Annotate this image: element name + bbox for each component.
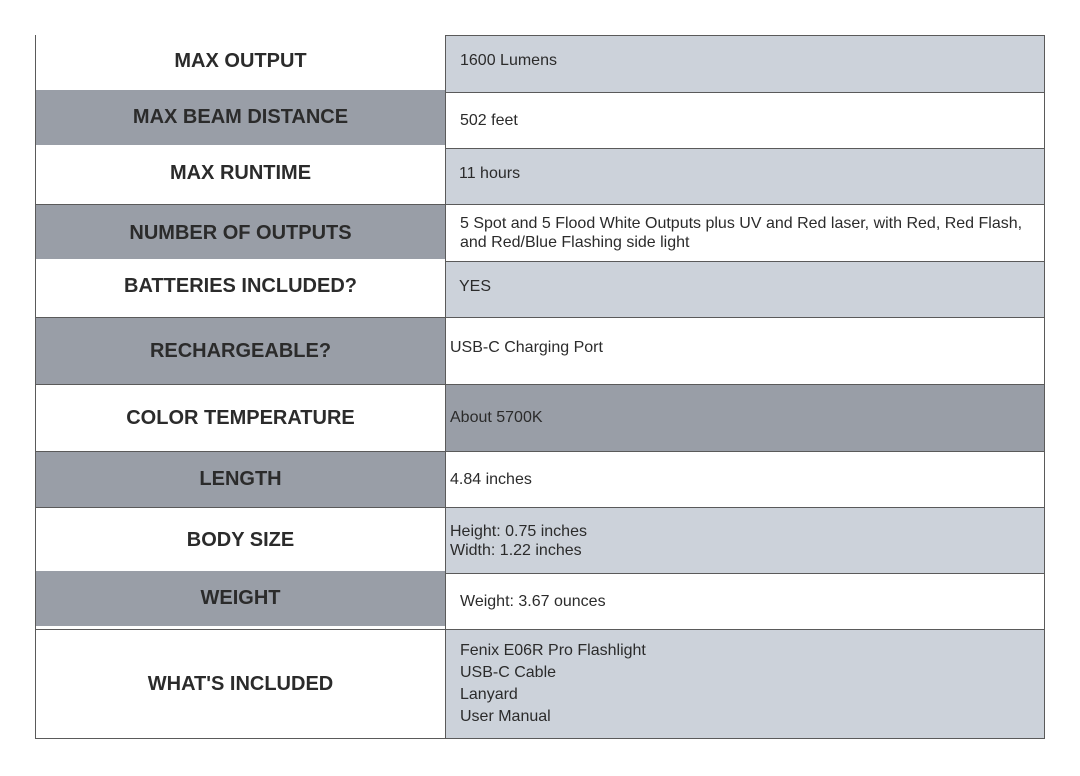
spec-row-length <box>36 452 1045 508</box>
spec-value-line: Fenix E06R Pro Flashlight <box>460 642 646 659</box>
spec-value-line: YES <box>459 277 492 295</box>
spec-label: LENGTH <box>36 452 446 508</box>
spec-value <box>446 452 1045 508</box>
spec-value-line: USB-C Charging Port <box>450 339 603 356</box>
spec-value <box>446 262 1045 318</box>
spec-label: NUMBER OF OUTPUTS <box>36 205 446 262</box>
spec-value <box>446 205 1045 262</box>
spec-label: BATTERIES INCLUDED? <box>36 259 446 315</box>
spec-row-rechargeable <box>36 318 1045 385</box>
spec-value <box>446 574 1045 630</box>
spec-label: BODY SIZE <box>36 508 446 574</box>
spec-table <box>35 35 1045 739</box>
spec-value <box>446 508 1045 574</box>
spec-row-weight <box>36 574 1045 630</box>
spec-value-line: User Manual <box>460 708 551 725</box>
spec-label: WEIGHT <box>36 571 446 627</box>
spec-value-line: Weight: 3.67 ounces <box>460 592 606 610</box>
spec-row-color-temperature <box>36 385 1045 452</box>
spec-row-number-of-outputs <box>36 205 1045 262</box>
spec-value-line: 11 hours <box>459 164 521 182</box>
spec-row-batteries-included <box>36 262 1045 318</box>
spec-row-whats-included <box>36 630 1045 739</box>
spec-label: MAX RUNTIME <box>36 146 446 202</box>
spec-value <box>446 36 1045 93</box>
spec-value-line: and Red/Blue Flashing side light <box>460 234 690 251</box>
spec-row-max-beam-distance <box>36 93 1045 149</box>
spec-value-line: 4.84 inches <box>450 470 532 488</box>
spec-value-line: About 5700K <box>450 409 543 426</box>
spec-value <box>446 93 1045 149</box>
spec-row-max-output <box>36 36 1045 93</box>
spec-label: RECHARGEABLE? <box>36 318 446 385</box>
spec-value-line: Lanyard <box>460 686 518 703</box>
spec-value-line: USB-C Cable <box>460 664 557 681</box>
spec-value-line: 1600 Lumens <box>460 52 557 69</box>
spec-value-line: Height: 0.75 inches <box>450 522 587 540</box>
spec-value-line: 5 Spot and 5 Flood White Outputs plus UV and Red laser, with Red, Red Flash, <box>460 215 1023 232</box>
spec-value-line: Width: 1.22 inches <box>450 541 582 559</box>
spec-label: WHAT'S INCLUDED <box>36 630 446 739</box>
spec-value <box>446 385 1045 452</box>
spec-label: MAX BEAM DISTANCE <box>36 90 446 146</box>
spec-value <box>446 149 1045 205</box>
spec-label: COLOR TEMPERATURE <box>36 385 446 452</box>
spec-value-line: 502 feet <box>460 111 518 129</box>
spec-value <box>446 630 1045 739</box>
spec-label: MAX OUTPUT <box>36 33 446 90</box>
spec-value <box>446 318 1045 385</box>
spec-row-body-size <box>36 508 1045 574</box>
spec-row-max-runtime <box>36 149 1045 205</box>
